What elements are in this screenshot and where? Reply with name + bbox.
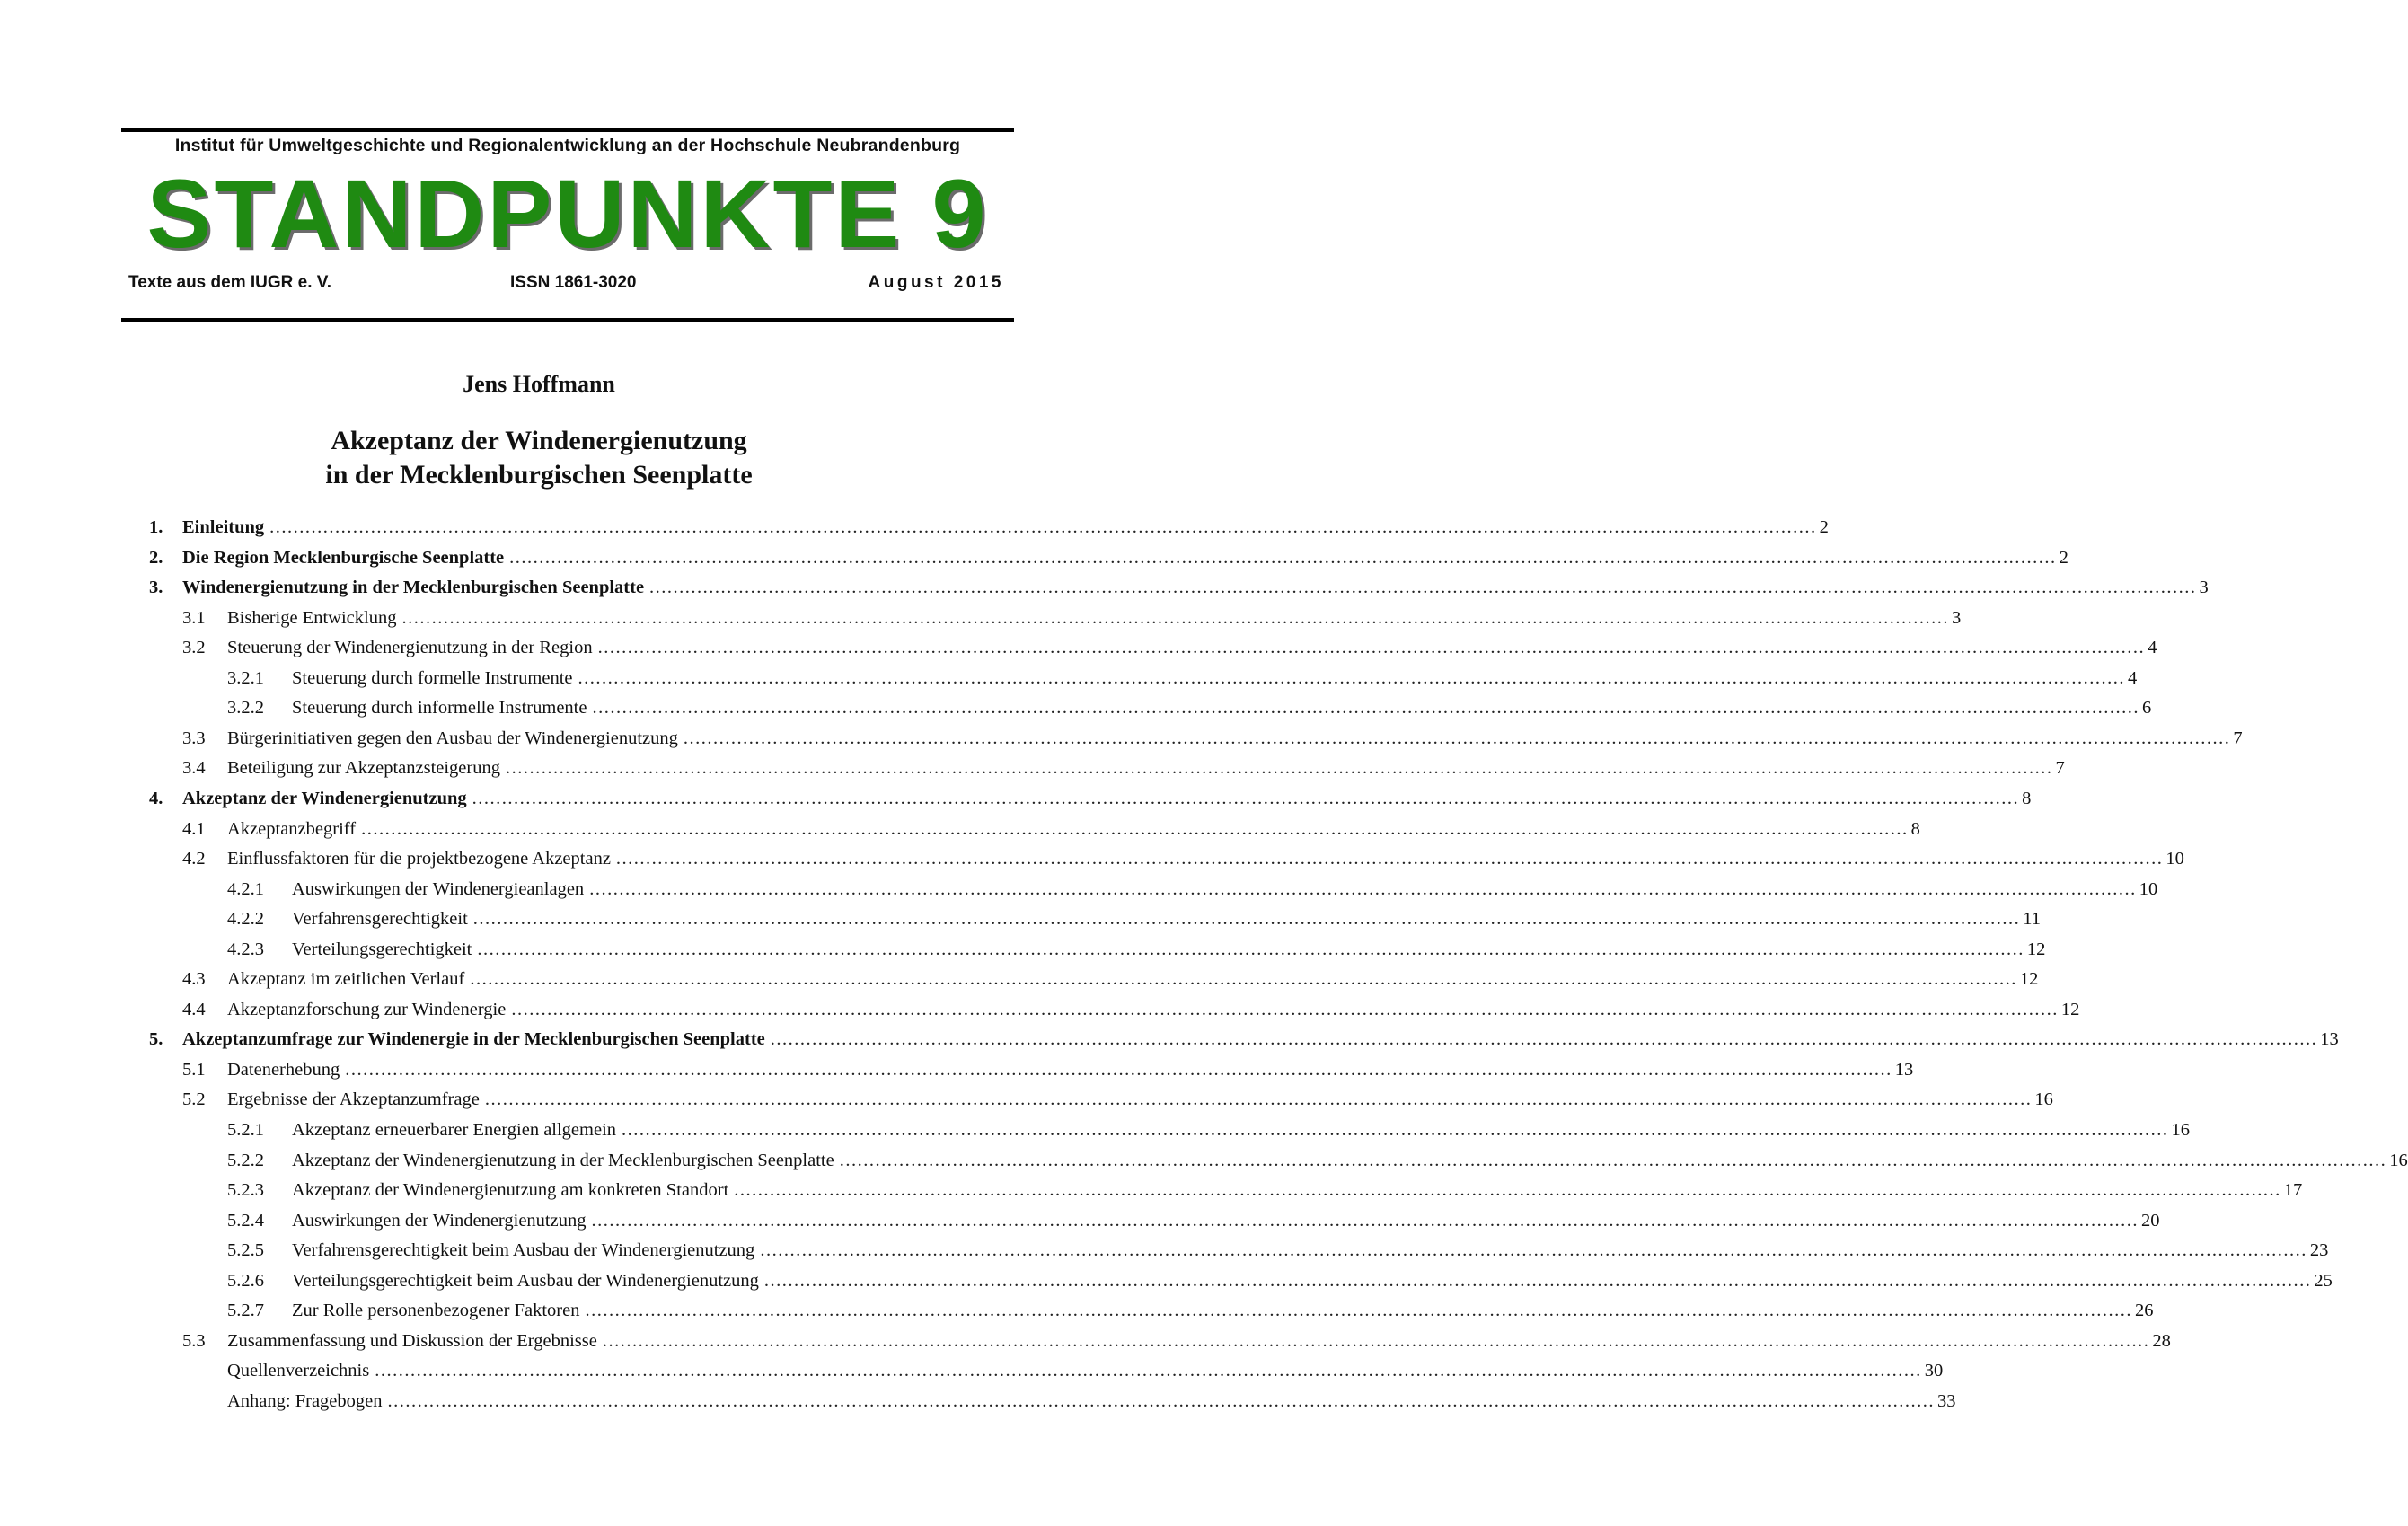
toc-entry	[0, 728, 2243, 755]
toc-entry-title: Bürgerinitiativen gegen den Ausbau der Windenergienutzung	[227, 728, 678, 748]
toc-entry-page: 2	[2059, 547, 2068, 568]
toc-entry-page: 23	[2309, 1240, 2329, 1261]
toc-entry-page: 7	[2233, 728, 2243, 748]
toc-entry-title: Zur Rolle personenbezogener Faktoren	[292, 1301, 580, 1321]
issue-date: August 2015	[868, 273, 1004, 292]
toc-entry-number: 4.	[149, 788, 163, 808]
toc-entry-page: 25	[2314, 1270, 2333, 1291]
toc-entry	[0, 1361, 1944, 1388]
toc-entry-page: 13	[2320, 1029, 2339, 1050]
toc-entry-title: Verfahrensgerechtigkeit beim Ausbau der Windenergienutzung	[292, 1240, 755, 1261]
toc-entry-title: Akzeptanz im zeitlichen Verlauf	[227, 969, 465, 990]
toc-dot-leader: ....................................................................................................................................................................................................................................................................	[578, 667, 2126, 688]
series-title: STANDPUNKTE 9	[146, 159, 989, 268]
toc-dot-leader: ....................................................................................................................................................................................................................................................................	[622, 1120, 2169, 1140]
toc-entry-title: Akzeptanz der Windenergienutzung	[182, 788, 467, 808]
toc-entry	[0, 667, 2138, 695]
toc-dot-leader: ....................................................................................................................................................................................................................................................................	[477, 939, 2024, 959]
issn: ISSN 1861-3020	[510, 273, 637, 292]
toc-entry-number: 2.	[149, 547, 163, 568]
toc-dot-leader: ....................................................................................................................................................................................................................................................................	[387, 1390, 1935, 1411]
toc-entry-page: 33	[1937, 1390, 1956, 1411]
toc-entry-number: 4.3	[182, 969, 206, 990]
toc-entry-page: 28	[2152, 1330, 2171, 1351]
title-line-1: Akzeptanz der Windenergienutzung	[331, 426, 747, 455]
toc-entry	[0, 878, 2158, 906]
toc-entry	[0, 939, 2046, 966]
toc-entry-page: 6	[2141, 698, 2152, 719]
toc-dot-leader: ....................................................................................................................................................................................................................................................................	[760, 1240, 2307, 1261]
toc-entry	[0, 758, 2065, 785]
toc-dot-leader: ....................................................................................................................................................................................................................................................................	[506, 758, 2053, 779]
toc-entry-title: Steuerung durch formelle Instrumente	[292, 667, 573, 688]
toc-entry-page: 12	[2019, 969, 2039, 990]
toc-dot-leader: ....................................................................................................................................................................................................................................................................	[484, 1089, 2033, 1110]
toc-entry-title: Steuerung durch informelle Instrumente	[292, 698, 587, 719]
toc-entry-number: 4.2.3	[227, 939, 264, 959]
toc-entry-page: 11	[2023, 909, 2042, 930]
toc-entry-title: Akzeptanzforschung zur Windenergie	[227, 999, 507, 1019]
toc-dot-leader: ....................................................................................................................................................................................................................................................................	[589, 878, 2137, 899]
toc-entry-number: 3.2.2	[227, 698, 264, 719]
toc-entry	[0, 1210, 2160, 1238]
toc-entry	[0, 788, 2032, 816]
toc-dot-leader: ....................................................................................................................................................................................................................................................................	[734, 1180, 2281, 1201]
toc-entry	[0, 547, 2068, 575]
toc-entry-page: 20	[2140, 1210, 2160, 1231]
toc-entry	[0, 1330, 2171, 1358]
toc-entry-number: 3.3	[182, 728, 206, 748]
toc-entry	[0, 909, 2042, 936]
toc-entry-title: Akzeptanz der Windenergienutzung in der Mecklenburgischen Seenplatte	[292, 1150, 834, 1170]
toc-entry-title: Verteilungsgerechtigkeit	[292, 939, 472, 959]
toc-entry-number: 4.1	[182, 818, 206, 839]
toc-entry-page: 26	[2134, 1301, 2154, 1321]
toc-entry-number: 3.2	[182, 638, 206, 658]
toc-entry	[0, 1150, 2408, 1178]
header-top-rule	[121, 128, 1014, 132]
author-name: Jens Hoffmann	[463, 371, 615, 397]
toc-entry-number: 4.2.1	[227, 878, 264, 899]
toc-entry	[0, 1089, 2053, 1116]
toc-entry-title: Steuerung der Windenergienutzung in der Region	[227, 638, 593, 658]
toc-entry	[0, 1390, 1956, 1418]
toc-entry-title: Windenergienutzung in der Mecklenburgischen Seenplatte	[182, 578, 645, 598]
toc-entry-title: Quellenverzeichnis	[227, 1361, 370, 1381]
toc-dot-leader: ....................................................................................................................................................................................................................................................................	[770, 1029, 2318, 1050]
toc-entry	[0, 969, 2039, 996]
toc-dot-leader: ....................................................................................................................................................................................................................................................................	[649, 578, 2197, 598]
toc-entry	[0, 1240, 2329, 1267]
institute-name: Institut für Umweltgeschichte und Regionalentwicklung an der Hochschule Neubrandenburg	[174, 136, 961, 155]
toc-entry-title: Akzeptanzbegriff	[227, 818, 357, 839]
toc-dot-leader: ....................................................................................................................................................................................................................................................................	[511, 999, 2059, 1019]
toc-entry-title: Auswirkungen der Windenergienutzung	[292, 1210, 587, 1231]
toc-dot-leader: ....................................................................................................................................................................................................................................................................	[472, 788, 2020, 808]
toc-entry-page: 8	[1910, 818, 1920, 839]
toc-entry-title: Verteilungsgerechtigkeit beim Ausbau der Windenergienutzung	[292, 1270, 759, 1291]
toc-entry-number: 5.2.4	[227, 1210, 264, 1231]
toc-entry	[0, 1029, 2339, 1056]
toc-entry-page: 17	[2283, 1180, 2303, 1201]
toc-dot-leader: ....................................................................................................................................................................................................................................................................	[472, 909, 2021, 930]
toc-dot-leader: ....................................................................................................................................................................................................................................................................	[597, 638, 2146, 658]
toc-entry-page: 8	[2022, 788, 2032, 808]
toc-entry-page: 3	[1951, 607, 1962, 628]
toc-dot-leader: ....................................................................................................................................................................................................................................................................	[345, 1059, 1892, 1080]
toc-dot-leader: ....................................................................................................................................................................................................................................................................	[470, 969, 2017, 990]
toc-entry-page: 10	[2139, 878, 2158, 899]
toc-entry-number: 3.4	[182, 758, 206, 779]
toc-entry	[0, 517, 1829, 544]
series-subtitle: Texte aus dem IUGR e. V.	[128, 273, 331, 292]
toc-entry-number: 5.2.7	[227, 1301, 264, 1321]
toc-entry	[0, 1059, 1914, 1087]
toc-entry-page: 16	[2389, 1150, 2408, 1170]
toc-dot-leader: ....................................................................................................................................................................................................................................................................	[361, 818, 1909, 839]
toc-entry-title: Die Region Mecklenburgische Seenplatte	[182, 547, 505, 568]
toc-entry-page: 2	[1819, 517, 1829, 537]
toc-dot-leader: ....................................................................................................................................................................................................................................................................	[839, 1150, 2387, 1170]
toc-entry	[0, 818, 1920, 846]
toc-entry-number: 3.1	[182, 607, 206, 628]
toc-entry	[0, 1301, 2154, 1328]
header-bottom-rule	[121, 318, 1014, 322]
toc-entry	[0, 578, 2209, 604]
toc-entry-number: 5.2.6	[227, 1270, 264, 1291]
toc-entry-title: Einleitung	[182, 517, 265, 537]
toc-entry-title: Bisherige Entwicklung	[227, 607, 397, 628]
toc-dot-leader: ....................................................................................................................................................................................................................................................................	[602, 1330, 2150, 1351]
toc-entry-number: 4.2	[182, 849, 206, 869]
toc-entry-title: Akzeptanz der Windenergienutzung am konkreten Standort	[292, 1180, 729, 1201]
toc-entry-number: 5.	[149, 1029, 163, 1050]
toc-entry-number: 3.	[149, 578, 163, 598]
toc-entry-page: 16	[2034, 1089, 2053, 1110]
toc-entry-number: 3.2.1	[227, 667, 264, 688]
toc-dot-leader: ....................................................................................................................................................................................................................................................................	[375, 1361, 1922, 1381]
toc-entry	[0, 1270, 2333, 1298]
toc-entry	[0, 607, 1962, 635]
toc-entry	[0, 999, 2080, 1027]
toc-entry-title: Auswirkungen der Windenergieanlagen	[292, 878, 585, 899]
title-line-2: in der Mecklenburgischen Seenplatte	[325, 460, 753, 490]
toc-dot-leader: ....................................................................................................................................................................................................................................................................	[401, 607, 1949, 628]
toc-entry-title: Zusammenfassung und Diskussion der Ergebnisse	[227, 1330, 597, 1351]
toc-entry-title: Anhang: Fragebogen	[227, 1390, 383, 1411]
toc-dot-leader: ....................................................................................................................................................................................................................................................................	[269, 517, 1817, 537]
toc-entry-page: 12	[2026, 939, 2046, 959]
toc-entry-number: 5.1	[182, 1059, 206, 1080]
toc-entry-title: Datenerhebung	[227, 1059, 340, 1080]
toc-dot-leader: ....................................................................................................................................................................................................................................................................	[763, 1270, 2312, 1291]
toc-dot-leader: ....................................................................................................................................................................................................................................................................	[585, 1301, 2132, 1321]
toc-entry-title: Akzeptanzumfrage zur Windenergie in der Mecklenburgischen Seenplatte	[182, 1029, 765, 1050]
toc-entry-page: 4	[2148, 638, 2157, 658]
toc-entry-page: 16	[2171, 1120, 2191, 1140]
toc-entry-number: 5.2.5	[227, 1240, 264, 1261]
toc-dot-leader: ....................................................................................................................................................................................................................................................................	[592, 698, 2139, 719]
toc-entry-number: 5.2.1	[227, 1120, 264, 1140]
toc-entry-number: 5.2	[182, 1089, 206, 1110]
toc-entry-title: Beteiligung zur Akzeptanzsteigerung	[227, 758, 500, 779]
toc-entry-page: 3	[2199, 578, 2209, 598]
toc-entry-number: 4.2.2	[227, 909, 264, 930]
toc-dot-leader: ....................................................................................................................................................................................................................................................................	[683, 728, 2231, 748]
toc-entry-number: 5.3	[182, 1330, 206, 1351]
toc-entry-title: Ergebnisse der Akzeptanzumfrage	[227, 1089, 480, 1110]
toc-entry-title: Einflussfaktoren für die projektbezogene Akzeptanz	[227, 849, 611, 869]
toc-entry	[0, 638, 2157, 665]
toc-entry-page: 10	[2165, 849, 2184, 869]
toc-entry-number: 4.4	[182, 999, 206, 1019]
toc-entry-page: 13	[1894, 1059, 1914, 1080]
toc-dot-leader: ....................................................................................................................................................................................................................................................................	[591, 1210, 2139, 1231]
document-title	[0, 424, 1078, 492]
toc-entry	[0, 1120, 2191, 1147]
toc-entry-page: 4	[2128, 667, 2138, 688]
toc-entry-page: 12	[2060, 999, 2080, 1019]
toc-entry-page: 7	[2055, 758, 2065, 779]
toc-entry-number: 5.2.3	[227, 1180, 264, 1201]
toc-entry	[0, 698, 2152, 725]
toc-entry-number: 1.	[149, 517, 163, 537]
toc-dot-leader: ....................................................................................................................................................................................................................................................................	[615, 849, 2164, 869]
toc-entry-page: 30	[1924, 1361, 1944, 1381]
toc-entry-number: 5.2.2	[227, 1150, 264, 1170]
toc-entry-title: Akzeptanz erneuerbarer Energien allgemein	[292, 1120, 617, 1140]
toc-entry	[0, 849, 2184, 876]
toc-entry-title: Verfahrensgerechtigkeit	[292, 909, 468, 930]
toc-entry	[0, 1180, 2303, 1207]
toc-dot-leader: ....................................................................................................................................................................................................................................................................	[509, 547, 2057, 568]
